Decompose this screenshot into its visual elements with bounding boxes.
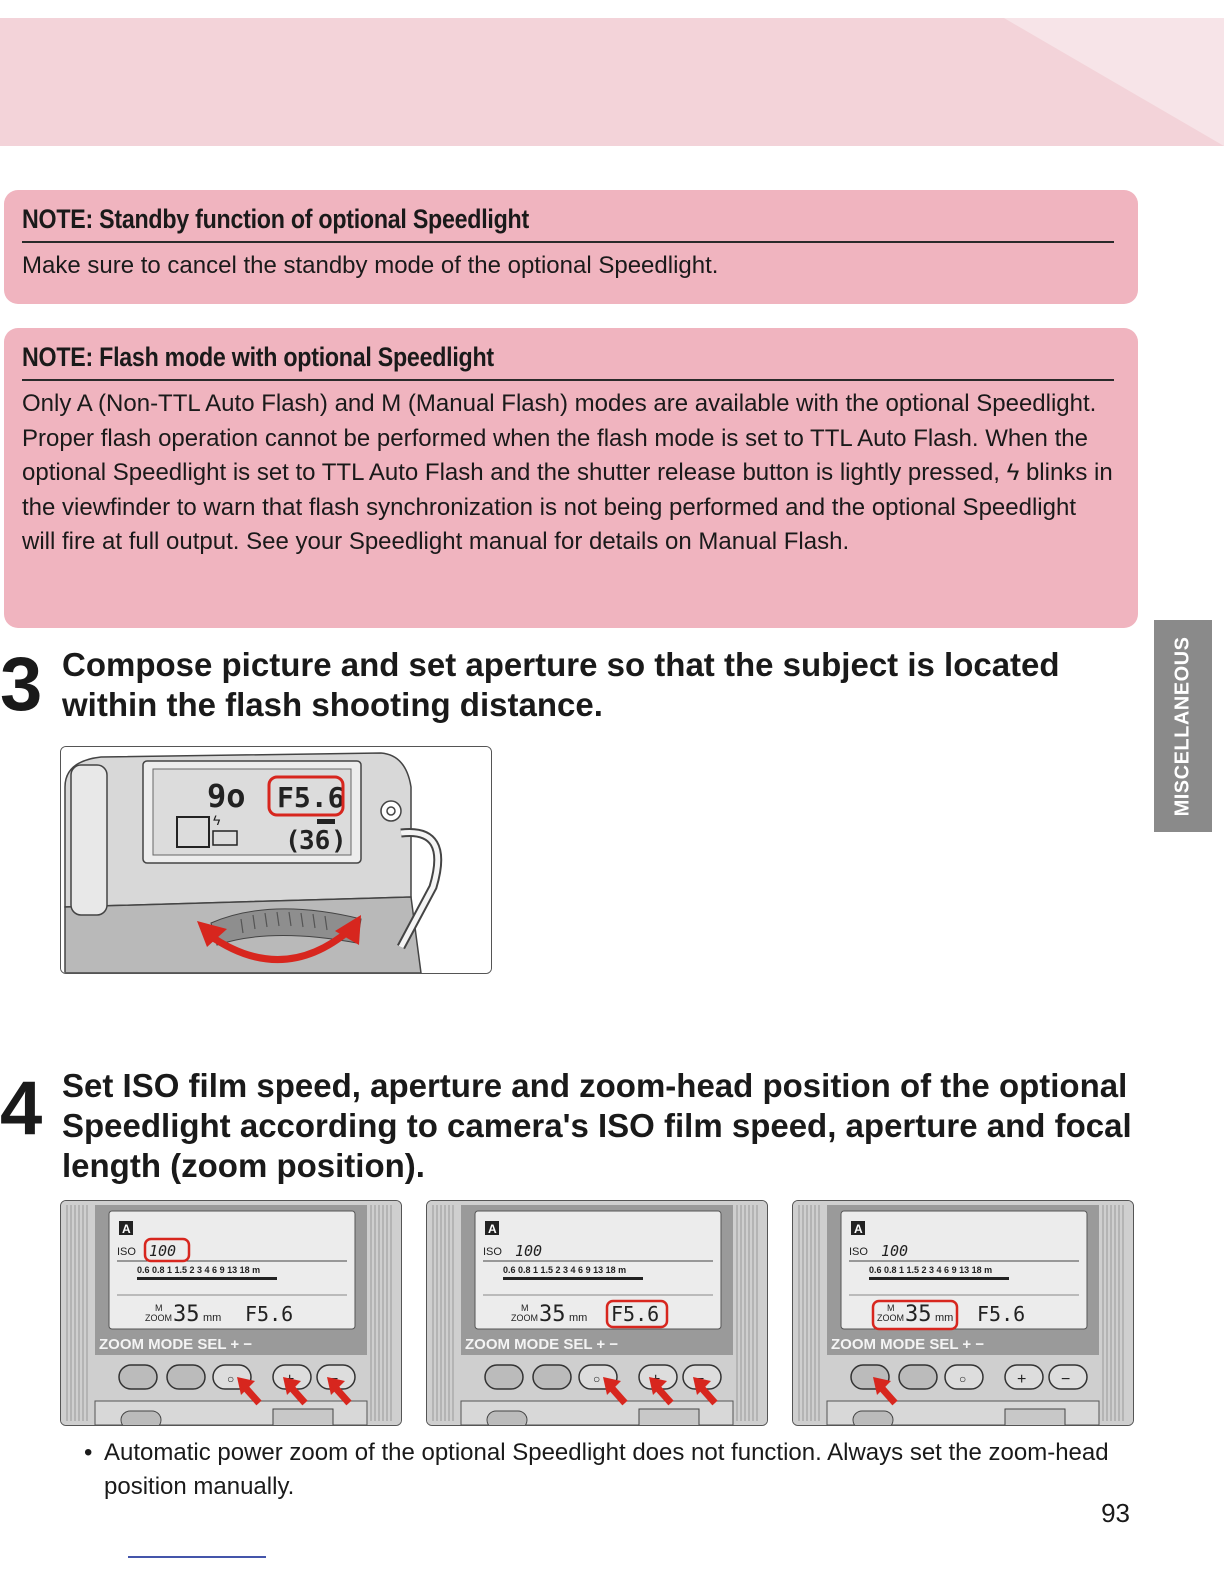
note-standby-title: NOTE: Standby function of optional Speedlight — [22, 204, 529, 234]
mode-indicator: A — [122, 1222, 131, 1236]
speedlight-lcd-aperture — [426, 1200, 768, 1426]
camera-illustration-svg — [61, 747, 491, 973]
lcd-frame-count: 36 — [299, 826, 331, 856]
distance-scale: 0.6 0.8 1 1.5 2 3 4 6 9 13 18 m — [869, 1265, 993, 1275]
zoom-m-label: M — [155, 1303, 163, 1313]
zoom-value: 35 — [905, 1302, 932, 1327]
step-4-number: 4 — [0, 1066, 43, 1151]
iso-value: 100 — [515, 1242, 543, 1260]
speedlight-button-2 — [899, 1365, 937, 1389]
footer-rule — [128, 1556, 266, 1558]
svg-text:○: ○ — [227, 1372, 235, 1386]
speedlight-lcd-iso-svg — [61, 1201, 401, 1425]
iso-label: ISO — [849, 1246, 868, 1258]
note-standby-body: Make sure to cancel the standby mode of the optional Speedlight. — [22, 252, 719, 279]
svg-text:): ) — [331, 826, 347, 856]
zoom-m-label: M — [521, 1303, 529, 1313]
zoom-unit: mm — [203, 1312, 222, 1324]
section-tab — [1154, 620, 1212, 832]
header-band-accent — [1004, 18, 1224, 146]
note-flash-mode-rule — [22, 379, 1114, 381]
step-3-number: 3 — [0, 642, 43, 727]
svg-text:−: − — [1061, 1371, 1071, 1388]
zoom-m-label: M — [887, 1303, 895, 1313]
speedlight-button-2 — [167, 1365, 205, 1389]
note-flash-mode — [4, 328, 1138, 628]
header-band — [0, 18, 1224, 146]
flash-symbol-icon: ϟ — [213, 812, 221, 828]
step-3-text: Compose picture and set aperture so that the subject is located within the flash shooting distance. — [62, 646, 1060, 723]
mode-indicator: A — [488, 1222, 497, 1236]
zoom-label: ZOOM — [145, 1313, 172, 1323]
speedlight-lcd-zoom-svg — [793, 1201, 1133, 1425]
svg-text:○: ○ — [959, 1372, 967, 1386]
iso-value: 100 — [149, 1242, 177, 1260]
lcd-shutter-value: 9o — [207, 777, 246, 815]
bullet-mark: • — [84, 1439, 93, 1466]
button-labels: ZOOM MODE SEL + − — [831, 1336, 985, 1353]
button-labels: ZOOM MODE SEL + − — [465, 1336, 619, 1353]
speedlight-lcd-zoom — [792, 1200, 1134, 1426]
mode-indicator: A — [854, 1222, 863, 1236]
flash-aperture-value: F5.6 — [611, 1302, 660, 1326]
speedlight-button-1 — [485, 1365, 523, 1389]
note-standby-rule — [22, 241, 1114, 243]
speedlight-lcd-aperture-svg — [427, 1201, 767, 1425]
speedlight-button-2 — [533, 1365, 571, 1389]
zoom-label: ZOOM — [511, 1313, 538, 1323]
zoom-value: 35 — [173, 1302, 200, 1327]
distance-scale: 0.6 0.8 1 1.5 2 3 4 6 9 13 18 m — [137, 1265, 261, 1275]
svg-text:(: ( — [285, 826, 301, 856]
zoom-label: ZOOM — [877, 1313, 904, 1323]
note-standby — [4, 190, 1138, 304]
zoom-unit: mm — [569, 1312, 588, 1324]
lcd-aperture-value: F5.6 — [277, 781, 345, 814]
svg-text:+: + — [1017, 1371, 1027, 1388]
button-labels: ZOOM MODE SEL + − — [99, 1336, 253, 1353]
speedlight-button-1 — [119, 1365, 157, 1389]
speedlight-lcd-iso — [60, 1200, 402, 1426]
flash-aperture-value: F5.6 — [245, 1302, 294, 1326]
bullet-text: Automatic power zoom of the optional Speedlight does not function. Always set the zoom-head position manually. — [104, 1439, 1109, 1500]
svg-text:○: ○ — [593, 1372, 601, 1386]
distance-scale: 0.6 0.8 1 1.5 2 3 4 6 9 13 18 m — [503, 1265, 627, 1275]
iso-label: ISO — [483, 1246, 502, 1258]
zoom-value: 35 — [539, 1302, 566, 1327]
step-4-text: Set ISO film speed, aperture and zoom-head position of the optional Speedlight according to camera's ISO film speed, aperture and focal length (zoom position). — [62, 1067, 1132, 1184]
iso-label: ISO — [117, 1246, 136, 1258]
zoom-unit: mm — [935, 1312, 954, 1324]
camera-lcd-illustration — [60, 746, 492, 974]
page-number: 93 — [1101, 1498, 1130, 1528]
iso-value: 100 — [881, 1242, 909, 1260]
note-flash-mode-body: Only A (Non-TTL Auto Flash) and M (Manual Flash) modes are available with the optional Speedlight. Proper flash operation cannot be performed when the flash mode is set to TTL Auto Flash. When the optional Speedlight is set to TTL Auto Flash and the shutter release button is lightly pressed, ϟ blinks in the viewfinder to warn that flash synchronization is not being performed and the optional Speedlight will fire at full output. See your Speedlight manual for details on Manual Flash. — [22, 390, 1113, 555]
flash-aperture-value: F5.6 — [977, 1302, 1026, 1326]
note-flash-mode-title: NOTE: Flash mode with optional Speedlight — [22, 342, 494, 372]
section-tab-label: MISCELLANEOUS — [1171, 636, 1194, 816]
